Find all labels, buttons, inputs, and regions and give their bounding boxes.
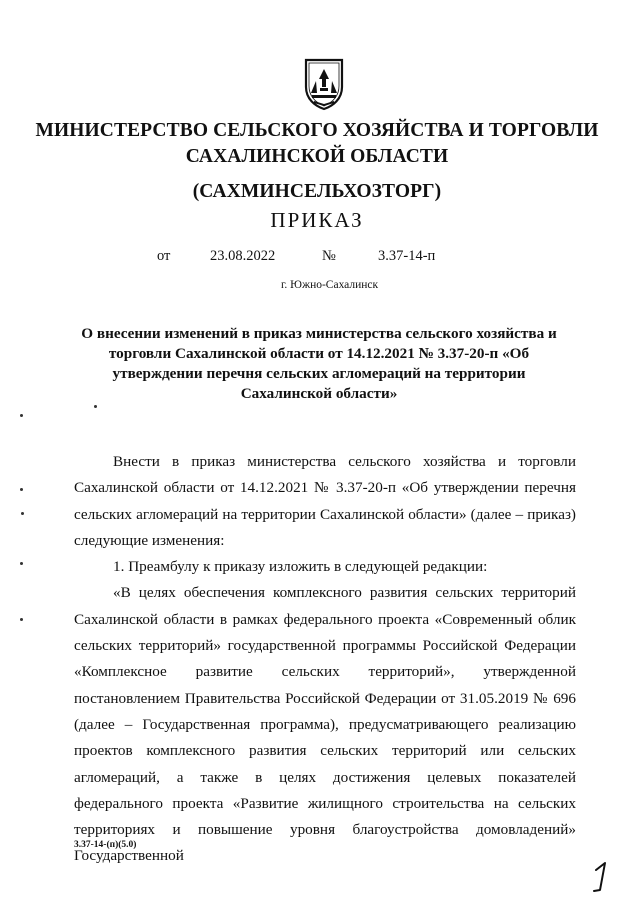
handwritten-page-number	[588, 860, 612, 894]
coat-of-arms-icon	[302, 57, 346, 111]
scan-mark	[20, 618, 23, 621]
document-subject: О внесении изменений в приказ министерства сельского хозяйства и торговли Сахалинской области от 14.12.2021 № 3.37-20-п «Об утверждении перечня сельских агломераций на территории Сахалинской области»	[81, 325, 557, 402]
city-label: г. Южно-Сахалинск	[281, 279, 379, 291]
scan-mark	[94, 405, 97, 408]
body-paragraph-1: Внести в приказ министерства сельского хозяйства и торговли Сахалинской области от 14.12.2021 № 3.37-20-п «Об утверждении перечня сельских агломераций на территории Сахалинской области» (далее – приказ) следующие изменения:	[74, 453, 576, 549]
document-number: 3.37-14-п	[378, 248, 436, 264]
body-paragraph-3: «В целях обеспечения комплексного развития сельских территорий Сахалинской области в рамках федерального проекта «Современный облик сельских территорий» государственной программы Российской Федерации «Комплексное развитие сельских территорий», утвержденной постановлением Правительства Российской Федерации от 31.05.2019 № 696 (далее – Государственная программа), предусматривающего реализацию проектов комплексного развития сельских территорий или сельских агломераций, а также в целях достижения целевых показателей федерального проекта «Развитие жилищного строительства на сельских территориях и повышение уровня благоустройства домовладений» Государственной	[74, 584, 576, 865]
scan-mark	[20, 414, 23, 417]
number-sign: №	[322, 248, 336, 264]
ministry-abbreviation: (САХМИНСЕЛЬХОЗТОРГ)	[192, 181, 442, 202]
scan-mark	[20, 562, 23, 565]
ministry-title-line2: САХАЛИНСКОЙ ОБЛАСТИ	[185, 146, 449, 167]
scan-mark	[20, 488, 23, 491]
document-type: ПРИКАЗ	[270, 208, 364, 232]
footer-code: 3.37-14-(п)(5.0)	[74, 840, 137, 850]
document-body	[74, 449, 576, 870]
ministry-title-line1: МИНИСТЕРСТВО СЕЛЬСКОГО ХОЗЯЙСТВА И ТОРГОВЛИ	[35, 120, 599, 141]
scan-mark	[21, 512, 24, 515]
body-paragraph-2: 1. Преамбулу к приказу изложить в следующей редакции:	[113, 558, 488, 576]
document-date: 23.08.2022	[210, 248, 276, 264]
date-label: от	[157, 248, 171, 264]
